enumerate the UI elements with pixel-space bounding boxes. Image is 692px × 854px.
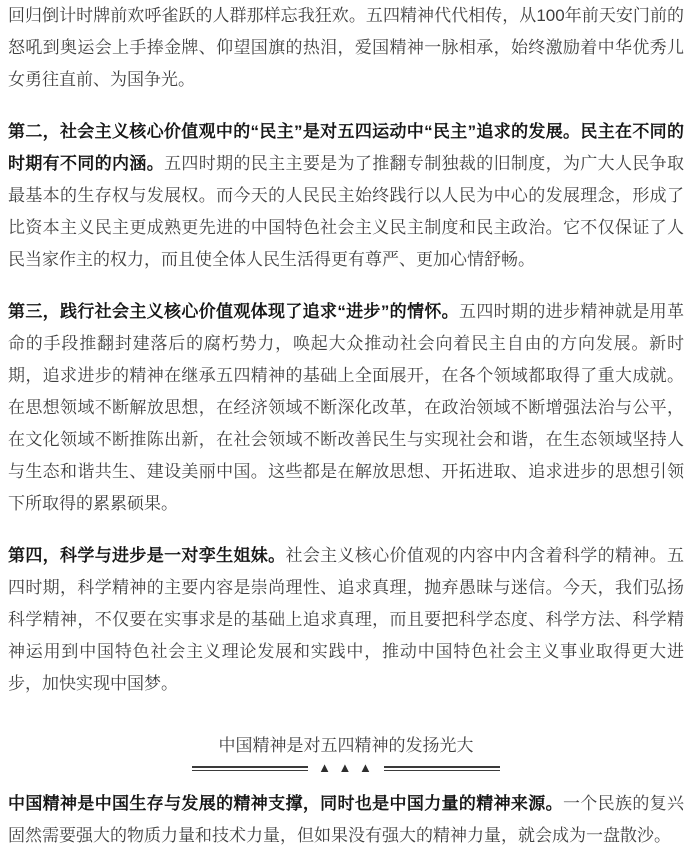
section-divider	[8, 762, 684, 774]
divider-line-left	[192, 766, 308, 771]
paragraph-lead: 第二，社会主义核心价值观中的“民主”是对五四运动中“民主”追求的发展。民主在不同的时期有不同的内涵。	[8, 122, 684, 173]
paragraph-text: 五四时期的民主主要是为了推翻专制独裁的旧制度，为广大人民争取最基本的生存权与发展权。而今天的人民民主始终践行以人民为中心的发展理念，形成了比资本主义民主更成熟更先进的中国特色社会主义民主制度和民主政治。它不仅保证了人民当家作主的权力，而且使全体人民生活得更有尊严、更加心情舒畅。	[8, 154, 685, 269]
paragraph	[8, 0, 684, 96]
triangle-ornament-icon: ▲ ▲ ▲	[318, 760, 374, 775]
paragraph	[8, 296, 684, 520]
paragraph-text: 社会主义核心价值观的内容中内含着科学的精神。五四时期，科学精神的主要内容是崇尚理性、追求真理，抛弃愚昧与迷信。今天，我们弘扬科学精神，不仅要在实事求是的基础上追求真理，而且要把科学态度、科学方法、科学精神运用到中国特色社会主义理论发展和实践中，推动中国特色社会主义事业取得更大进步，加快实现中国梦。	[8, 546, 685, 693]
section-heading	[8, 730, 684, 774]
paragraph	[8, 116, 684, 276]
paragraph-list	[8, 0, 684, 700]
paragraph-lead: 第四，科学与进步是一对孪生姐妹。	[8, 546, 286, 565]
paragraph	[8, 540, 684, 700]
closing-paragraph-text: 一个民族的复兴固然需要强大的物质力量和技术力量，但如果没有强大的精神力量，就会成为一盘散沙。	[8, 794, 685, 845]
paragraph-text: 五四时期的进步精神就是用革命的手段推翻封建落后的腐朽势力，唤起大众推动社会向着民主自由的方向发展。新时期，追求进步的精神在继承五四精神的基础上全面展开，在各个领域都取得了重大成就。在思想领域不断解放思想，在经济领域不断深化改革，在政治领域不断增强法治与公平，在文化领域不断推陈出新，在社会领域不断改善民生与实现社会和谐，在生态领域坚持人与生态和谐共生、建设美丽中国。这些都是在解放思想、开拓进取、追求进步的思想引领下所取得的累累硕果。	[8, 302, 684, 513]
closing-paragraph-lead: 中国精神是中国生存与发展的精神支撑，同时也是中国力量的精神来源。	[8, 794, 563, 813]
closing-paragraph	[8, 788, 684, 852]
paragraph-lead: 第三，践行社会主义核心价值观体现了追求“进步”的情怀。	[8, 302, 459, 321]
paragraph-text: 回归倒计时牌前欢呼雀跃的人群那样忘我狂欢。五四精神代代相传，从100年前天安门前的怒吼到奥运会上手捧金牌、仰望国旗的热泪，爱国精神一脉相承，始终激励着中华优秀儿女勇往直前、为国争光。	[8, 6, 684, 89]
divider-line-right	[384, 766, 500, 771]
section-title: 中国精神是对五四精神的发扬光大	[218, 736, 474, 755]
